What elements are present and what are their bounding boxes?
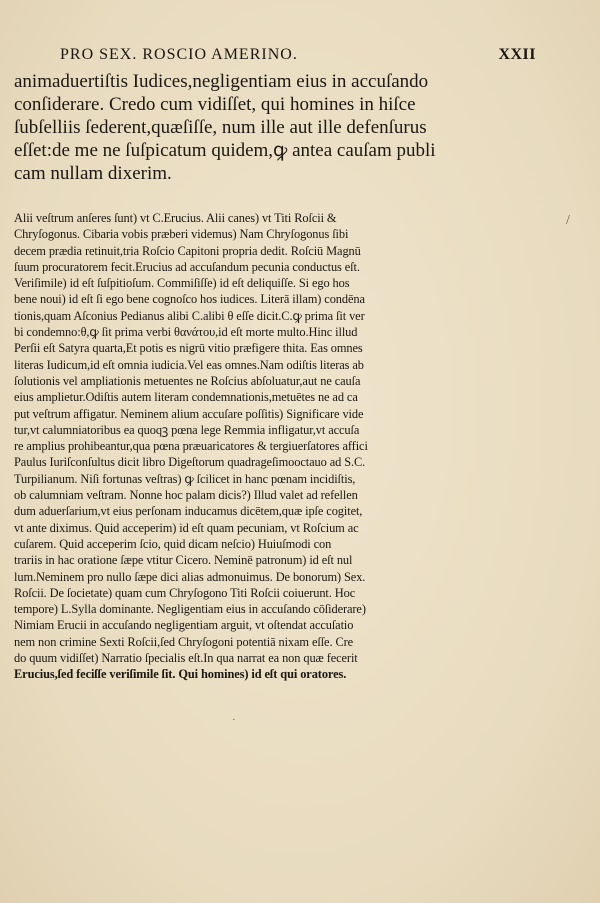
oration-text xyxy=(14,70,474,185)
commentary-line: vt ante diximus. Quid acceperim) id eſt quam pecuniam, vt Roſcium ac xyxy=(14,520,359,535)
commentary-line: Nimiam Erucii in accuſando negligentiam arguit, vt oſtendat accuſatio xyxy=(14,618,354,633)
commentary-line: Perſii eſt Satyra quarta,Et potis es nigrū vitio præfigere thita. Eas omnes xyxy=(14,341,363,356)
oration-line: ſubſelliis ſederent,quæſiſſe, num ille aut ille defenſurus xyxy=(14,117,427,138)
commentary-line: trariis in hac oratione ſæpe vtitur Cicero. Neminē patronum) id eſt nul xyxy=(14,553,353,568)
commentary-line: tionis,quam Aſconius Pedianus alibi C.alibi θ eſſe dicit.C.ꝙ prima ſit ver xyxy=(14,308,365,323)
margin-mark: / xyxy=(566,213,570,228)
commentary-line: Erucius,ſed feciſſe veriſimile ſit. Qui homines) id eſt qui oratores. xyxy=(14,667,347,682)
commentary-line: bi condemno:θ,ꝙ ſit prima verbi θανάτου,id eſt morte multo.Hinc illud xyxy=(14,325,358,340)
commentary-line: ob calumniam veſtram. Nonne hoc palam dicis?) Illud valet ad refellen xyxy=(14,488,358,503)
commentary-line: Veriſimile) id eſt ſuſpitioſum. Commiſiſſe) id eſt deliquiſſe. Si ego hos xyxy=(14,276,350,291)
commentary-line: cuſarem. Quid acceperim ſcio, quid dicam neſcio) Huiuſmodi con xyxy=(14,536,332,551)
commentary-block xyxy=(14,210,469,683)
commentary-line: do quum vidiſſet) Narratio ſpecialis eſt.In qua narrat ea non quæ fecerit xyxy=(14,651,358,666)
commentary-line: literas Iudicum,id eſt omnia iudicia.Vel eas omnes.Nam odiſtis literas ab xyxy=(14,357,364,372)
oration-line: cam nullam dixerim. xyxy=(14,163,172,184)
commentary-line: put veſtrum affigatur. Neminem alium accuſare poſſitis) Significare vide xyxy=(14,406,364,421)
commentary-line: Paulus Iuriſconſultus dicit libro Digeſtorum quadrageſimooctauo ad S.C. xyxy=(14,455,366,470)
commentary-line: eius amplietur.Odiſtis autem literam condemnationis,metuētes ne ad ca xyxy=(14,390,358,405)
folio-number: XXII xyxy=(498,46,536,63)
commentary-line: ſuum procuratorem fecit.Erucius ad accuſandum pecunia conductus eſt. xyxy=(14,259,360,274)
commentary-line: re amplius prohibeantur,qua pœna præuaricatores & tergiuerſatores affici xyxy=(14,439,368,454)
commentary-line: lum.Neminem pro nullo ſæpe dici alias admonuimus. De bonorum) Sex. xyxy=(14,569,366,584)
running-title: PRO SEX. ROSCIO AMERINO. xyxy=(60,46,298,63)
oration-line: eſſet:de me ne ſuſpicatum quidem,ꝙ antea cauſam publi xyxy=(14,140,436,161)
commentary-line: nem non crimine Sexti Roſcii,ſed Chryſogoni potentiā nixam eſſe. Cre xyxy=(14,634,354,649)
commentary-line: Alii veſtrum anſeres ſunt) vt C.Erucius. Alii canes) vt Titi Roſcii & xyxy=(14,211,337,225)
running-header xyxy=(60,46,536,64)
commentary-line: tempore) L.Sylla dominante. Negligentiam eius in accuſando cōſiderare) xyxy=(14,602,366,617)
signature-mark: · xyxy=(232,714,236,726)
commentary-line: Turpilianum. Niſi fortunas veſtras) ꝙ ſcilicet in hanc pœnam incidiſtis, xyxy=(14,471,356,486)
commentary-line: dum aduerſarium,vt eius perſonam inducamus dicētem,quæ ipſe cogitet, xyxy=(14,504,363,519)
commentary-line: decem prædia retinuit,tria Roſcio Capitoni propria dedit. Roſciū Magnū xyxy=(14,243,361,258)
commentary-line: Roſcii. De ſocietate) quam cum Chryſogono Titi Roſcii coiuerunt. Hoc xyxy=(14,585,356,600)
commentary-line: bene noui) id eſt ſi ego bene cognoſco hos iudices. Literā illam) condēna xyxy=(14,292,365,307)
commentary-line: ſolutionis vel ampliationis metuentes ne Roſcius abſoluatur,aut ne cauſa xyxy=(14,373,361,388)
commentary-line: tur,vt calumniatoribus ea quoqꝫ pœna lege Remmia infligatur,vt accuſa xyxy=(14,422,360,437)
commentary-line: Chryſogonus. Cibaria vobis præberi videmus) Nam Chryſogonus ſibi xyxy=(14,227,349,242)
oration-line: conſiderare. Credo cum vidiſſet, qui homines in hiſce xyxy=(14,94,416,115)
oration-line: animaduertiſtis Iudices,negligentiam eius in accuſando xyxy=(14,71,429,92)
